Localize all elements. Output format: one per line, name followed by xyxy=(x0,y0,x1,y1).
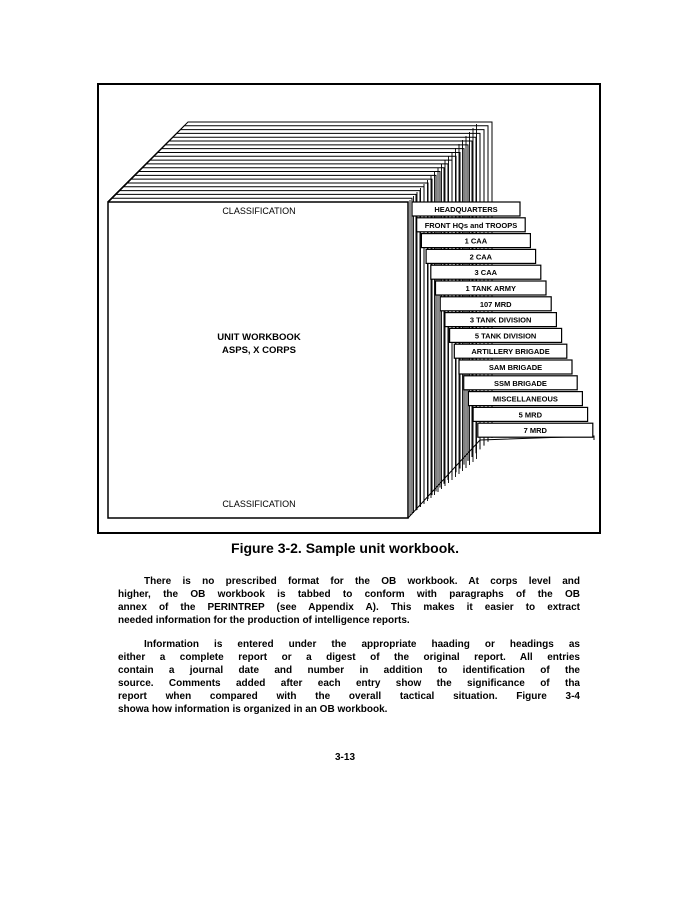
paragraph-line: contain a journal date and number in addition to identification of the xyxy=(118,665,580,676)
workbook-tab-label: 3 TANK DIVISION xyxy=(469,315,532,325)
paragraph-line: annex of the PERINTREP (see Appendix A). This makes it easier to extract xyxy=(118,602,580,613)
cover-classification-top: CLASSIFICATION xyxy=(222,206,296,216)
workbook-tab-label: SAM BRIGADE xyxy=(488,363,543,372)
workbook-tab-label: 1 CAA xyxy=(464,236,488,246)
workbook-tab-label: MISCELLANEOUS xyxy=(492,394,558,404)
paragraph-line: report when compared with the overall tactical situation. Figure 3-4 xyxy=(118,691,580,702)
paragraph-line: higher, the OB workbook is tabbed to conform with paragraphs of the OB xyxy=(118,589,580,600)
workbook-tab-label: 7 MRD xyxy=(523,426,547,436)
cover-classification-bottom: CLASSIFICATION xyxy=(222,499,296,509)
workbook-tab-label: 5 TANK DIVISION xyxy=(474,331,537,341)
paragraph-line: There is no prescribed format for the OB workbook. At corps level and xyxy=(144,576,580,587)
paragraph-line: showa how information is organized in an OB workbook. xyxy=(118,704,388,715)
workbook-tab-label: 3 CAA xyxy=(474,268,498,278)
figure-caption: Figure 3-2. Sample unit workbook. xyxy=(231,540,459,556)
paragraph-line: needed information for the production of intelligence reports. xyxy=(118,615,410,626)
workbook-tab-label: SSM BRIGADE xyxy=(493,378,547,388)
paragraph-1 xyxy=(118,575,580,627)
paragraph-line: either a complete report or a digest of the original report. All entries xyxy=(118,652,580,663)
paragraph-line: source. Comments added after each entry show the significance of tha xyxy=(118,678,580,689)
cover-title-line1: UNIT WORKBOOK xyxy=(217,332,301,343)
paragraph-line: Information is entered under the appropriate haading or headings as xyxy=(144,639,580,650)
workbook-tab-label: 5 MRD xyxy=(518,410,543,420)
workbook-tab-label: 2 CAA xyxy=(469,252,493,262)
paragraph-2 xyxy=(118,638,580,716)
workbook-cover xyxy=(108,202,408,518)
workbook-tab-label: FRONT HQs and TROOPS xyxy=(424,220,518,230)
workbook-tab-label: 107 MRD xyxy=(479,299,512,309)
workbook-tab-label: ARTILLERY BRIGADE xyxy=(471,347,550,357)
page-number: 3-13 xyxy=(334,752,355,763)
workbook-tab-label: HEADQUARTERS xyxy=(434,205,498,214)
workbook-tabs xyxy=(412,202,593,437)
workbook-tab-label: 1 TANK ARMY xyxy=(465,284,516,293)
cover-title-line2: ASPS, X CORPS xyxy=(222,345,296,356)
